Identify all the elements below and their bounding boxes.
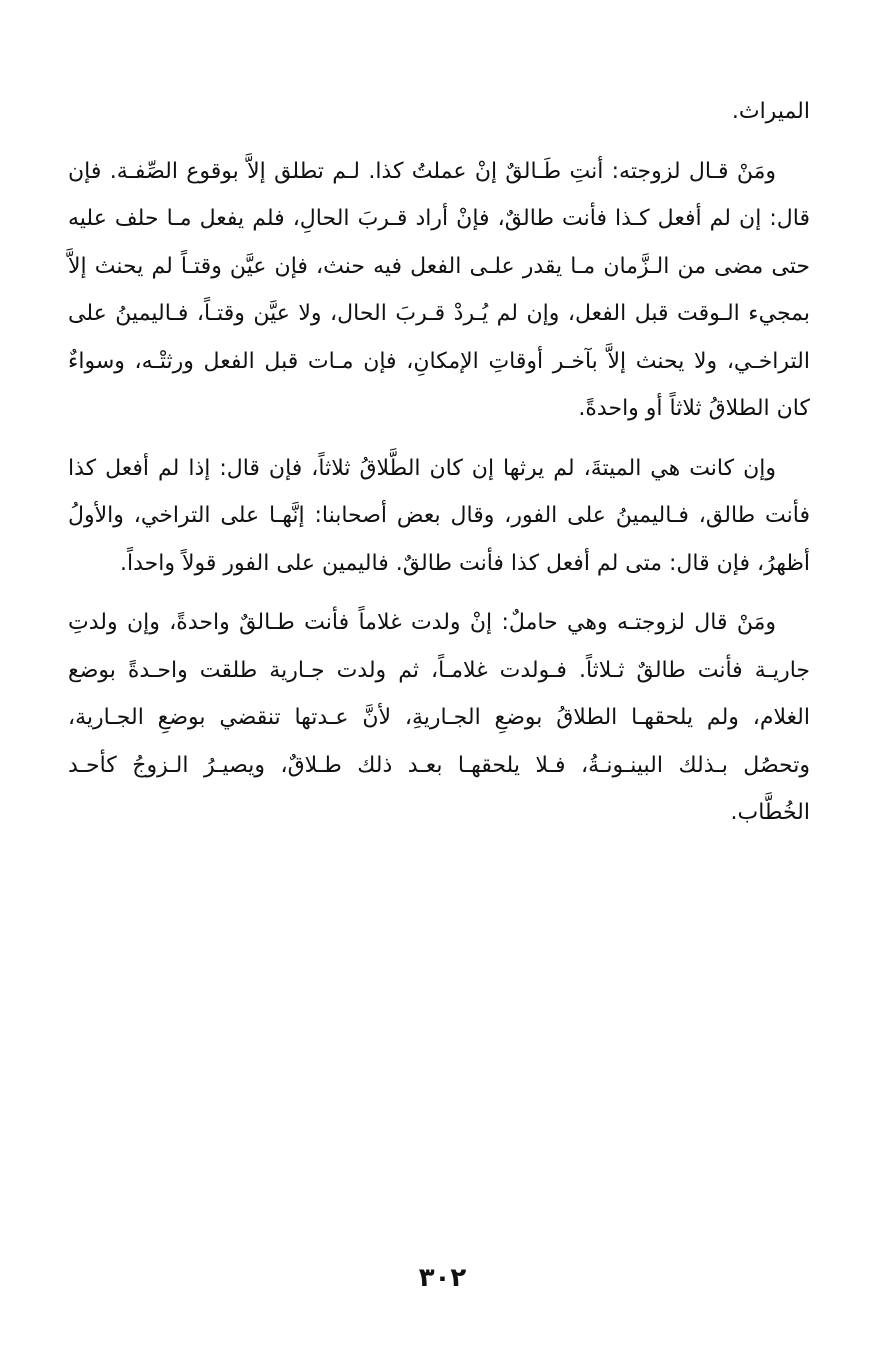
page-number: ٣٠٢ — [418, 1263, 467, 1293]
paragraph-1: الميراث. — [731, 99, 810, 124]
paragraph-3: وإن كانت هي الميتةَ، لم يرثها إن كان الطَّلاقُ ثلاثاً، فإن قال: إذا لم أفعل كذا فأنت طالق، فـاليمينُ على الفور، وقال بعض أصحابنا: إنَّهـا على التراخي، والأولُ أظهرُ، فإن قال: متى لم أفعل كذا فأنت طالقٌ. فاليمين على الفور قولاً واحداً. — [68, 455, 810, 576]
paragraph-2: ومَنْ قـال لزوجته: أنتِ طَـالقٌ إنْ عملتُ كذا. لـم تطلق إلاَّ بوقوع الصِّفـة. فإن قال: إن لم أفعل كـذا فأنت طالقٌ، فإنْ أراد قـربَ الحالِ، فلم يفعل مـا حلف عليه حتى مضى من الـزَّمان مـا يقدر علـى الفعل فيه حنث، فإن عيَّن وقتـاً لم يحنث إلاَّ بمجيء الـوقت قبل الفعل، وإن لم يُـردْ قـربَ الحال، ولا عيَّن وقتـاً، فـاليمينُ على التراخـي، ولا يحنث إلاَّ بآخـر أوقاتِ الإمكانِ، فإن مـات قبل الفعل ورثتْـه، وسواءٌ كان الطلاقُ ثلاثاً أو واحدةً. — [68, 158, 810, 421]
page-body — [68, 88, 810, 849]
paragraph-4: ومَنْ قال لزوجتـه وهي حاملٌ: إنْ ولدت غلاماً فأنت طـالقٌ واحدةً، وإن ولدتِ جاريـة فأنت طالقٌ ثـلاثاً. فـولدت غلامـاً، ثم ولدت جـارية طلقت واحـدةً بوضع الغلام، ولم يلحقهـا الطلاقُ بوضعِ الجـاريةِ، لأنَّ عـدتها تنقضي بوضعِ الجـارية، وتحصُل بـذلك البينـونـةُ، فـلا يلحقهـا بعـد ذلك طـلاقٌ، ويصيـرُ الـزوجُ كأحـد الخُطَّاب. — [68, 610, 810, 825]
